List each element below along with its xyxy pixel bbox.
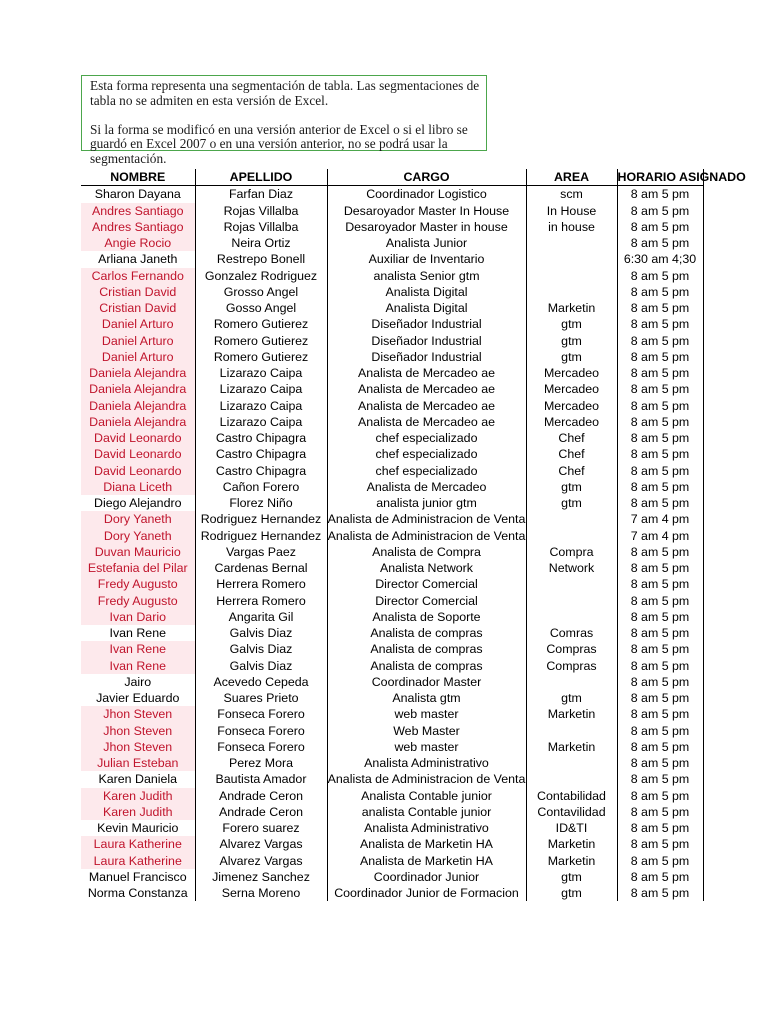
cell-area[interactable]: gtm bbox=[526, 316, 617, 332]
cell-nombre[interactable]: Jhon Steven bbox=[81, 723, 195, 739]
cell-horario[interactable]: 8 am 5 pm bbox=[617, 495, 703, 511]
table-row bbox=[81, 349, 703, 365]
cell-cargo[interactable]: Director Comercial bbox=[327, 593, 526, 609]
table-row bbox=[81, 495, 703, 511]
cell-horario[interactable]: 8 am 5 pm bbox=[617, 544, 703, 560]
cell-nombre[interactable]: Karen Daniela bbox=[98, 772, 178, 787]
cell-nombre[interactable]: Arliana Janeth bbox=[98, 252, 178, 267]
cell-area[interactable]: Marketin bbox=[526, 706, 617, 722]
cell-nombre[interactable]: Ivan Rene bbox=[109, 626, 166, 641]
cell-horario[interactable]: 8 am 5 pm bbox=[617, 479, 703, 495]
cell-nombre[interactable]: Javier Eduardo bbox=[96, 691, 180, 706]
cell-apellido[interactable]: Lizarazo Caipa bbox=[195, 381, 327, 397]
cell-area[interactable]: Mercadeo bbox=[526, 414, 617, 430]
cell-apellido[interactable]: Rodriguez Hernandez bbox=[195, 528, 327, 544]
table-row bbox=[81, 739, 703, 755]
cell-area[interactable]: Network bbox=[526, 560, 617, 576]
cell-area[interactable]: In House bbox=[526, 203, 617, 219]
cell-horario[interactable]: 8 am 5 pm bbox=[617, 463, 703, 479]
cell-apellido[interactable]: Gonzalez Rodriguez bbox=[195, 268, 327, 284]
cell-apellido[interactable]: Lizarazo Caipa bbox=[195, 398, 327, 414]
cell-nombre[interactable]: David Leonardo bbox=[81, 463, 195, 479]
cell-nombre[interactable]: Karen Judith bbox=[81, 804, 195, 820]
table-row bbox=[81, 203, 703, 219]
cell-apellido[interactable]: Fonseca Forero bbox=[195, 723, 327, 739]
column-header-area[interactable]: AREA bbox=[526, 169, 617, 186]
table-row bbox=[81, 511, 703, 527]
cell-area[interactable]: Marketin bbox=[526, 853, 617, 869]
cell-nombre[interactable]: Andres Santiago bbox=[81, 219, 195, 235]
cell-apellido[interactable]: Lizarazo Caipa bbox=[195, 414, 327, 430]
cell-horario[interactable]: 7 am 4 pm bbox=[617, 528, 703, 544]
table-row bbox=[81, 885, 703, 901]
cell-nombre[interactable]: Laura Katherine bbox=[81, 853, 195, 869]
cell-area[interactable]: Mercadeo bbox=[526, 398, 617, 414]
cell-horario[interactable]: 8 am 5 pm bbox=[617, 836, 703, 852]
cell-horario[interactable]: 8 am 5 pm bbox=[617, 804, 703, 820]
cell-apellido[interactable]: Romero Gutierez bbox=[195, 349, 327, 365]
table-row bbox=[81, 690, 703, 706]
cell-apellido[interactable]: Forero suarez bbox=[195, 820, 327, 836]
cell-cargo[interactable]: Analista Digital bbox=[327, 284, 526, 300]
cell-horario[interactable]: 8 am 5 pm bbox=[617, 658, 703, 674]
cell-area[interactable]: Marketin bbox=[526, 739, 617, 755]
cell-area[interactable] bbox=[526, 755, 617, 771]
cell-nombre[interactable]: David Leonardo bbox=[81, 446, 195, 462]
cell-cargo[interactable]: Analista de Administracion de Venta bbox=[327, 528, 526, 543]
cell-nombre[interactable]: Ivan Dario bbox=[81, 609, 195, 625]
cell-apellido[interactable]: Galvis Diaz bbox=[195, 658, 327, 674]
cell-area[interactable] bbox=[526, 251, 617, 267]
table-row bbox=[81, 576, 703, 592]
cell-horario[interactable]: 8 am 5 pm bbox=[617, 381, 703, 397]
cell-horario[interactable]: 8 am 5 pm bbox=[617, 560, 703, 576]
cell-cargo[interactable]: Coordinador Junior de Formacion bbox=[327, 885, 526, 901]
cell-cargo[interactable]: Analista de Administracion de Venta bbox=[327, 512, 526, 527]
cell-nombre[interactable]: Sharon Dayana bbox=[94, 187, 181, 202]
employee-schedule-table bbox=[81, 169, 746, 901]
cell-nombre[interactable]: Daniel Arturo bbox=[81, 316, 195, 332]
cell-nombre[interactable]: Cristian David bbox=[81, 300, 195, 316]
cell-cargo[interactable]: Analista de Marketin HA bbox=[327, 836, 526, 852]
cell-horario[interactable]: 8 am 5 pm bbox=[617, 788, 703, 804]
table-row bbox=[81, 398, 703, 414]
table-row bbox=[81, 788, 703, 804]
cell-area[interactable] bbox=[526, 511, 617, 527]
cell-area[interactable]: Compras bbox=[526, 658, 617, 674]
table-row bbox=[81, 333, 703, 349]
cell-apellido[interactable]: Alvarez Vargas bbox=[195, 853, 327, 869]
cell-cargo[interactable]: web master bbox=[327, 739, 526, 755]
cell-area[interactable] bbox=[526, 235, 617, 251]
cell-area[interactable]: Mercadeo bbox=[526, 381, 617, 397]
cell-area[interactable]: gtm bbox=[526, 479, 617, 495]
cell-horario[interactable]: 8 am 5 pm bbox=[617, 641, 703, 657]
cell-cargo[interactable]: Analista de Mercadeo ae bbox=[327, 414, 526, 430]
cell-cargo[interactable]: Analista de compras bbox=[327, 658, 526, 674]
cell-horario[interactable]: 8 am 5 pm bbox=[617, 820, 703, 836]
column-header-apellido[interactable]: APELLIDO bbox=[195, 169, 327, 186]
cell-cargo[interactable]: Director Comercial bbox=[327, 576, 526, 592]
cell-horario[interactable]: 8 am 5 pm bbox=[617, 430, 703, 446]
cell-horario[interactable]: 8 am 5 pm bbox=[617, 625, 703, 641]
slicer-notice-paragraph-1: Esta forma representa una segmentación de tabla. Las segmentaciones de tabla no se admiten en esta versión de Excel. bbox=[90, 78, 480, 108]
cell-horario[interactable]: 8 am 5 pm bbox=[617, 723, 703, 739]
cell-cargo[interactable]: Analista Administrativo bbox=[327, 755, 526, 771]
cell-apellido[interactable]: Castro Chipagra bbox=[195, 430, 327, 446]
table-row bbox=[81, 446, 703, 462]
table-row bbox=[81, 463, 703, 479]
cell-horario[interactable]: 8 am 5 pm bbox=[617, 316, 703, 332]
cell-horario[interactable]: 8 am 5 pm bbox=[617, 333, 703, 349]
cell-apellido[interactable]: Perez Mora bbox=[195, 755, 327, 771]
cell-cargo[interactable]: Analista Network bbox=[327, 560, 526, 576]
cell-horario[interactable]: 8 am 5 pm bbox=[617, 739, 703, 755]
cell-horario[interactable]: 7 am 4 pm bbox=[617, 511, 703, 527]
cell-nombre[interactable]: Ivan Rene bbox=[81, 641, 195, 657]
cell-apellido[interactable]: Bautista Amador bbox=[195, 771, 327, 787]
table-row bbox=[81, 674, 703, 690]
cell-apellido[interactable]: Restrepo Bonell bbox=[195, 251, 327, 267]
cell-nombre[interactable]: Ivan Rene bbox=[81, 658, 195, 674]
cell-horario[interactable]: 8 am 5 pm bbox=[617, 885, 703, 901]
cell-apellido[interactable]: Serna Moreno bbox=[195, 885, 327, 901]
cell-nombre[interactable]: Fredy Augusto bbox=[81, 593, 195, 609]
cell-apellido[interactable]: Andrade Ceron bbox=[195, 788, 327, 804]
cell-nombre[interactable]: Julian Esteban bbox=[81, 755, 195, 771]
table-row bbox=[81, 723, 703, 739]
cell-apellido[interactable]: Castro Chipagra bbox=[195, 463, 327, 479]
table-row bbox=[81, 365, 703, 381]
table-row bbox=[81, 641, 703, 657]
cell-area[interactable]: scm bbox=[526, 186, 617, 203]
cell-cargo[interactable]: Analista de compras bbox=[327, 641, 526, 657]
table-row bbox=[81, 593, 703, 609]
cell-nombre[interactable]: Angie Rocio bbox=[81, 235, 195, 251]
cell-area[interactable]: gtm bbox=[526, 333, 617, 349]
table-row bbox=[81, 251, 703, 267]
cell-horario[interactable]: 8 am 5 pm bbox=[617, 398, 703, 414]
table-row bbox=[81, 235, 703, 251]
cell-nombre[interactable]: Kevin Mauricio bbox=[97, 821, 179, 836]
table-row bbox=[81, 804, 703, 820]
cell-cargo[interactable]: Diseñador Industrial bbox=[327, 349, 526, 365]
cell-cargo[interactable]: Analista Junior bbox=[327, 235, 526, 251]
cell-apellido[interactable]: Castro Chipagra bbox=[195, 446, 327, 462]
cell-apellido[interactable]: Fonseca Forero bbox=[195, 739, 327, 755]
table-row bbox=[81, 300, 703, 316]
cell-area[interactable]: Chef bbox=[526, 446, 617, 462]
column-header-nombre[interactable]: NOMBRE bbox=[81, 169, 195, 186]
cell-horario[interactable]: 8 am 5 pm bbox=[617, 219, 703, 235]
cell-cargo[interactable]: Analista de Mercadeo ae bbox=[327, 365, 526, 381]
cell-nombre[interactable]: Daniel Arturo bbox=[81, 333, 195, 349]
cell-cargo[interactable]: Analista de Mercadeo ae bbox=[327, 398, 526, 414]
cell-horario[interactable]: 8 am 5 pm bbox=[617, 268, 703, 284]
cell-horario[interactable]: 6:30 am 4;30 bbox=[617, 251, 703, 267]
cell-apellido[interactable]: Herrera Romero bbox=[195, 593, 327, 609]
cell-area[interactable] bbox=[526, 723, 617, 739]
table-row bbox=[81, 853, 703, 869]
cell-cargo[interactable]: chef especializado bbox=[327, 430, 526, 446]
cell-cargo[interactable]: Analista de Marketin HA bbox=[327, 853, 526, 869]
cell-nombre[interactable]: Cristian David bbox=[81, 284, 195, 300]
cell-area[interactable]: Chef bbox=[526, 463, 617, 479]
cell-apellido[interactable]: Romero Gutierez bbox=[195, 333, 327, 349]
cell-area[interactable]: gtm bbox=[526, 349, 617, 365]
cell-apellido[interactable]: Cañon Forero bbox=[195, 479, 327, 495]
cell-apellido[interactable]: Galvis Diaz bbox=[195, 641, 327, 657]
cell-nombre[interactable]: Daniela Alejandra bbox=[81, 414, 195, 430]
table-row bbox=[81, 268, 703, 284]
cell-cargo[interactable]: Analista de Administracion de Venta bbox=[327, 772, 526, 787]
cell-apellido[interactable]: Vargas Paez bbox=[195, 544, 327, 560]
cell-horario[interactable]: 8 am 5 pm bbox=[617, 771, 703, 787]
table-row bbox=[81, 414, 703, 430]
cell-apellido[interactable]: Fonseca Forero bbox=[195, 706, 327, 722]
cell-area[interactable]: Marketin bbox=[526, 836, 617, 852]
cell-horario[interactable]: 8 am 5 pm bbox=[617, 365, 703, 381]
cell-apellido[interactable]: Acevedo Cepeda bbox=[195, 674, 327, 690]
cell-cargo[interactable]: Analista Digital bbox=[327, 300, 526, 316]
cell-cargo[interactable]: Auxiliar de Inventario bbox=[327, 251, 526, 267]
cell-apellido[interactable]: Cardenas Bernal bbox=[195, 560, 327, 576]
table-row bbox=[81, 560, 703, 576]
table-row bbox=[81, 316, 703, 332]
cell-apellido[interactable]: Galvis Diaz bbox=[195, 625, 327, 641]
cell-cargo[interactable]: Analista de Soporte bbox=[327, 609, 526, 625]
column-header-horario[interactable]: HORARIO ASIGNADO bbox=[617, 170, 746, 185]
table-row bbox=[81, 755, 703, 771]
cell-cargo[interactable]: Analista Contable junior bbox=[327, 788, 526, 804]
cell-apellido[interactable]: Alvarez Vargas bbox=[195, 836, 327, 852]
cell-area[interactable]: ID&TI bbox=[526, 820, 617, 836]
cell-apellido[interactable]: Farfan Diaz bbox=[195, 186, 327, 203]
cell-nombre[interactable]: Daniela Alejandra bbox=[81, 365, 195, 381]
cell-nombre[interactable]: Diego Alejandro bbox=[94, 496, 182, 511]
cell-cargo[interactable]: chef especializado bbox=[327, 446, 526, 462]
cell-nombre[interactable]: Norma Constanza bbox=[87, 886, 188, 901]
cell-nombre[interactable]: Fredy Augusto bbox=[81, 576, 195, 592]
cell-area[interactable]: Mercadeo bbox=[526, 365, 617, 381]
cell-nombre[interactable]: Andres Santiago bbox=[81, 203, 195, 219]
table-body bbox=[81, 186, 703, 902]
table-row bbox=[81, 219, 703, 235]
cell-apellido[interactable]: Florez Niño bbox=[195, 495, 327, 511]
cell-horario[interactable]: 8 am 5 pm bbox=[617, 414, 703, 430]
cell-area[interactable]: Comras bbox=[526, 625, 617, 641]
cell-horario[interactable]: 8 am 5 pm bbox=[617, 284, 703, 300]
cell-apellido[interactable]: Rojas Villalba bbox=[195, 203, 327, 219]
cell-horario[interactable]: 8 am 5 pm bbox=[617, 349, 703, 365]
cell-cargo[interactable]: Analista de compras bbox=[327, 625, 526, 641]
table-row bbox=[81, 609, 703, 625]
cell-nombre[interactable]: Duvan Mauricio bbox=[81, 544, 195, 560]
cell-area[interactable] bbox=[526, 674, 617, 690]
cell-cargo[interactable]: Desaroyador Master In House bbox=[327, 203, 526, 219]
cell-area[interactable]: Contavilidad bbox=[526, 804, 617, 820]
slicer-notice-paragraph-2: Si la forma se modificó en una versión anterior de Excel o si el libro se guardó en Excel 2007 o en una versión anterior, no se podrá usar la segmentación. bbox=[90, 121, 468, 166]
cell-cargo[interactable]: Analista gtm bbox=[327, 690, 526, 706]
table-row bbox=[81, 836, 703, 852]
table-header-row bbox=[81, 169, 703, 186]
cell-apellido[interactable]: Rojas Villalba bbox=[195, 219, 327, 235]
cell-area[interactable]: gtm bbox=[526, 869, 617, 885]
cell-area[interactable]: Chef bbox=[526, 430, 617, 446]
cell-area[interactable] bbox=[526, 528, 617, 544]
table-row bbox=[81, 544, 703, 560]
cell-cargo[interactable]: Analista Administrativo bbox=[327, 820, 526, 836]
cell-area[interactable]: Compras bbox=[526, 641, 617, 657]
cell-apellido[interactable]: Jimenez Sanchez bbox=[195, 869, 327, 885]
cell-nombre[interactable]: Daniel Arturo bbox=[81, 349, 195, 365]
cell-cargo[interactable]: Analista de Mercadeo bbox=[327, 479, 526, 495]
cell-horario[interactable]: 8 am 5 pm bbox=[617, 706, 703, 722]
cell-horario[interactable]: 8 am 5 pm bbox=[617, 203, 703, 219]
table-row bbox=[81, 284, 703, 300]
cell-horario[interactable]: 8 am 5 pm bbox=[617, 609, 703, 625]
cell-horario[interactable]: 8 am 5 pm bbox=[617, 446, 703, 462]
cell-nombre[interactable]: Estefania del Pilar bbox=[81, 560, 195, 576]
table-row bbox=[81, 186, 703, 203]
cell-nombre[interactable]: Dory Yaneth bbox=[81, 528, 195, 544]
cell-nombre[interactable]: Daniela Alejandra bbox=[81, 398, 195, 414]
cell-cargo[interactable]: Coordinador Logistico bbox=[327, 186, 526, 203]
cell-apellido[interactable]: Grosso Angel bbox=[195, 284, 327, 300]
cell-apellido[interactable]: Rodriguez Hernandez bbox=[195, 511, 327, 527]
cell-apellido[interactable]: Lizarazo Caipa bbox=[195, 365, 327, 381]
cell-area[interactable]: in house bbox=[526, 219, 617, 235]
cell-cargo[interactable]: Desaroyador Master in house bbox=[327, 219, 526, 235]
cell-area[interactable]: gtm bbox=[526, 690, 617, 706]
cell-nombre[interactable]: Karen Judith bbox=[81, 788, 195, 804]
cell-area[interactable] bbox=[526, 284, 617, 300]
cell-horario[interactable]: 8 am 5 pm bbox=[617, 576, 703, 592]
cell-horario[interactable]: 8 am 5 pm bbox=[617, 853, 703, 869]
cell-cargo[interactable]: Diseñador Industrial bbox=[327, 333, 526, 349]
cell-area[interactable]: Compra bbox=[526, 544, 617, 560]
table-row bbox=[81, 381, 703, 397]
cell-nombre[interactable]: Manuel Francisco bbox=[88, 869, 187, 884]
table-row bbox=[81, 771, 703, 787]
table-row bbox=[81, 625, 703, 641]
cell-apellido[interactable]: Neira Ortiz bbox=[195, 235, 327, 251]
cell-cargo[interactable]: Analista de Compra bbox=[327, 544, 526, 560]
cell-nombre[interactable]: Jairo bbox=[124, 674, 152, 689]
table-row bbox=[81, 706, 703, 722]
cell-nombre[interactable]: Jhon Steven bbox=[81, 739, 195, 755]
cell-horario[interactable]: 8 am 5 pm bbox=[617, 755, 703, 771]
cell-area[interactable] bbox=[526, 771, 617, 787]
cell-nombre[interactable]: David Leonardo bbox=[81, 430, 195, 446]
cell-horario[interactable]: 8 am 5 pm bbox=[617, 235, 703, 251]
cell-horario[interactable]: 8 am 5 pm bbox=[617, 690, 703, 706]
cell-area[interactable] bbox=[526, 268, 617, 284]
cell-horario[interactable]: 8 am 5 pm bbox=[617, 186, 703, 203]
table-row bbox=[81, 479, 703, 495]
cell-horario[interactable]: 8 am 5 pm bbox=[617, 593, 703, 609]
cell-area[interactable]: Contabilidad bbox=[526, 788, 617, 804]
cell-area[interactable] bbox=[526, 593, 617, 609]
cell-nombre[interactable]: Daniela Alejandra bbox=[81, 381, 195, 397]
cell-cargo[interactable]: web master bbox=[327, 706, 526, 722]
cell-apellido[interactable]: Gosso Angel bbox=[195, 300, 327, 316]
table-row bbox=[81, 658, 703, 674]
slicer-notice bbox=[90, 79, 490, 167]
column-header-cargo[interactable]: CARGO bbox=[327, 169, 526, 186]
cell-apellido[interactable]: Suares Prieto bbox=[195, 690, 327, 706]
cell-area[interactable]: gtm bbox=[526, 495, 617, 511]
cell-apellido[interactable]: Romero Gutierez bbox=[195, 316, 327, 332]
cell-area[interactable] bbox=[526, 609, 617, 625]
cell-area[interactable]: gtm bbox=[526, 885, 617, 901]
cell-cargo[interactable]: Diseñador Industrial bbox=[327, 316, 526, 332]
cell-cargo[interactable]: Coordinador Master bbox=[327, 674, 526, 690]
cell-apellido[interactable]: Andrade Ceron bbox=[195, 804, 327, 820]
cell-area[interactable]: Marketin bbox=[526, 300, 617, 316]
cell-nombre[interactable]: Diana Liceth bbox=[81, 479, 195, 495]
cell-horario[interactable]: 8 am 5 pm bbox=[617, 674, 703, 690]
cell-cargo[interactable]: Analista de Mercadeo ae bbox=[327, 381, 526, 397]
table-row bbox=[81, 430, 703, 446]
cell-cargo[interactable]: chef especializado bbox=[327, 463, 526, 479]
cell-cargo[interactable]: Coordinador Junior bbox=[327, 869, 526, 885]
table-row bbox=[81, 528, 703, 544]
cell-area[interactable] bbox=[526, 576, 617, 592]
cell-cargo[interactable]: analista Senior gtm bbox=[327, 268, 526, 284]
cell-nombre[interactable]: Laura Katherine bbox=[81, 836, 195, 852]
cell-nombre[interactable]: Carlos Fernando bbox=[81, 268, 195, 284]
cell-horario[interactable]: 8 am 5 pm bbox=[617, 869, 703, 885]
cell-apellido[interactable]: Herrera Romero bbox=[195, 576, 327, 592]
table-row bbox=[81, 820, 703, 836]
table-row bbox=[81, 869, 703, 885]
cell-apellido[interactable]: Angarita Gil bbox=[195, 609, 327, 625]
cell-horario[interactable]: 8 am 5 pm bbox=[617, 300, 703, 316]
cell-cargo[interactable]: analista junior gtm bbox=[327, 495, 526, 511]
cell-cargo[interactable]: Web Master bbox=[327, 723, 526, 739]
cell-nombre[interactable]: Dory Yaneth bbox=[81, 511, 195, 527]
cell-cargo[interactable]: analista Contable junior bbox=[327, 804, 526, 820]
cell-nombre[interactable]: Jhon Steven bbox=[81, 706, 195, 722]
